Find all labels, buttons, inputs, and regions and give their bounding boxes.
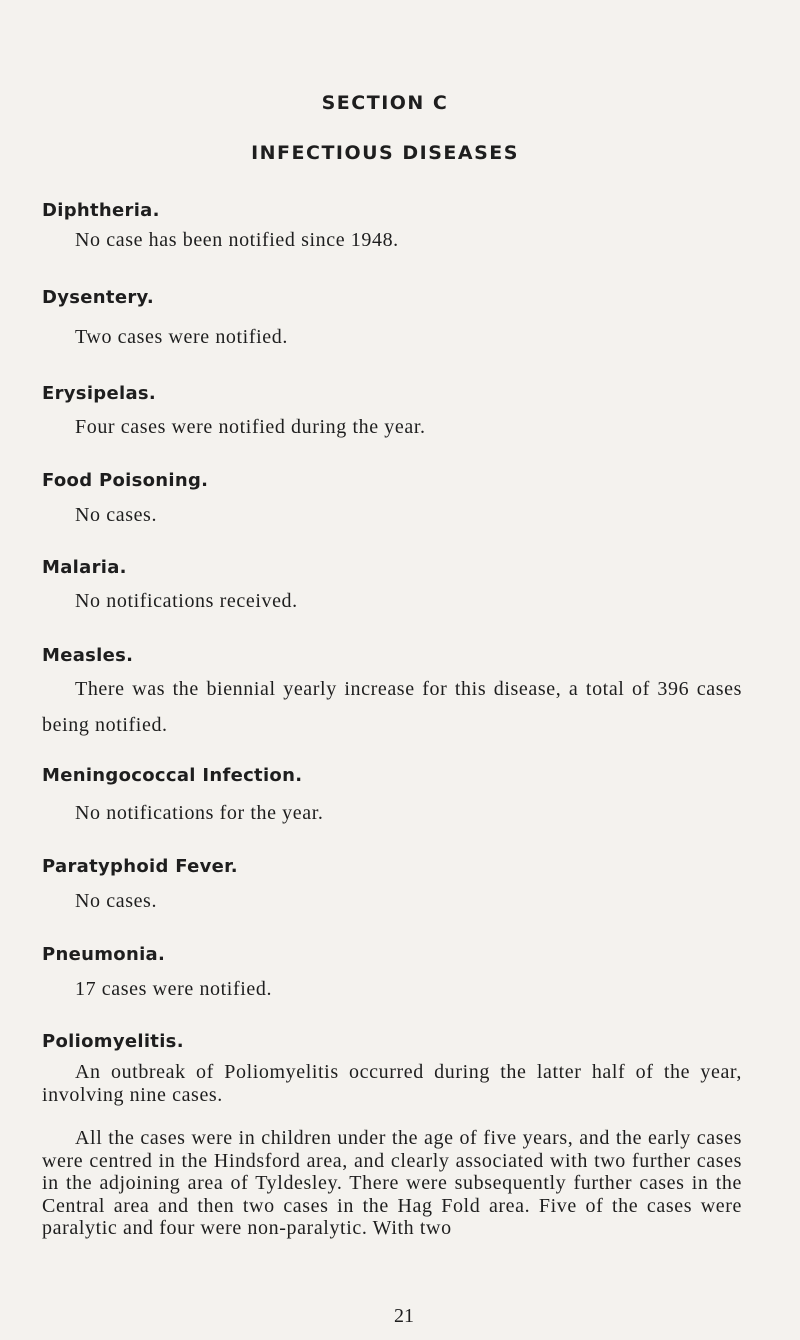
text-poliomyelitis-2: All the cases were in children under the age of five years, and the early cases were centred in the Hindsford area, and clearly associated with two further cases in the adjoining area of Tyldesley. There were subsequently further cases in the Central area and then two cases in the Hag Fold area. Five of the cases were paralytic and four were non-paralytic. With two xyxy=(42,1127,742,1239)
text-measles: There was the biennial yearly increase for this disease, a total of 396 cases being notified. xyxy=(42,678,742,736)
text-malaria: No notifications received. xyxy=(75,590,298,612)
page-number: 21 xyxy=(394,1305,414,1327)
text-erysipelas: Four cases were notified during the year. xyxy=(75,416,426,438)
text-meningococcal: No notifications for the year. xyxy=(75,802,324,824)
text-food-poisoning: No cases. xyxy=(75,504,158,526)
heading-erysipelas: Erysipelas. xyxy=(42,383,157,404)
text-pneumonia: 17 cases were notified. xyxy=(75,978,273,1000)
heading-measles: Measles. xyxy=(42,645,134,666)
heading-meningococcal: Meningococcal Infection. xyxy=(42,765,303,786)
text-paratyphoid: No cases. xyxy=(75,890,158,912)
section-label: SECTION C xyxy=(321,92,449,114)
text-poliomyelitis-1: An outbreak of Poliomyelitis occurred during the latter half of the year, involving nine cases. xyxy=(42,1061,742,1106)
heading-food-poisoning: Food Poisoning. xyxy=(42,470,209,491)
text-dysentery: Two cases were notified. xyxy=(75,326,288,348)
heading-malaria: Malaria. xyxy=(42,557,127,578)
text-diphtheria: No case has been notified since 1948. xyxy=(75,229,399,251)
page-title: INFECTIOUS DISEASES xyxy=(251,142,519,164)
heading-diphtheria: Diphtheria. xyxy=(42,200,160,221)
heading-poliomyelitis: Poliomyelitis. xyxy=(42,1031,184,1052)
heading-dysentery: Dysentery. xyxy=(42,287,155,308)
heading-pneumonia: Pneumonia. xyxy=(42,944,166,965)
heading-paratyphoid: Paratyphoid Fever. xyxy=(42,856,238,877)
